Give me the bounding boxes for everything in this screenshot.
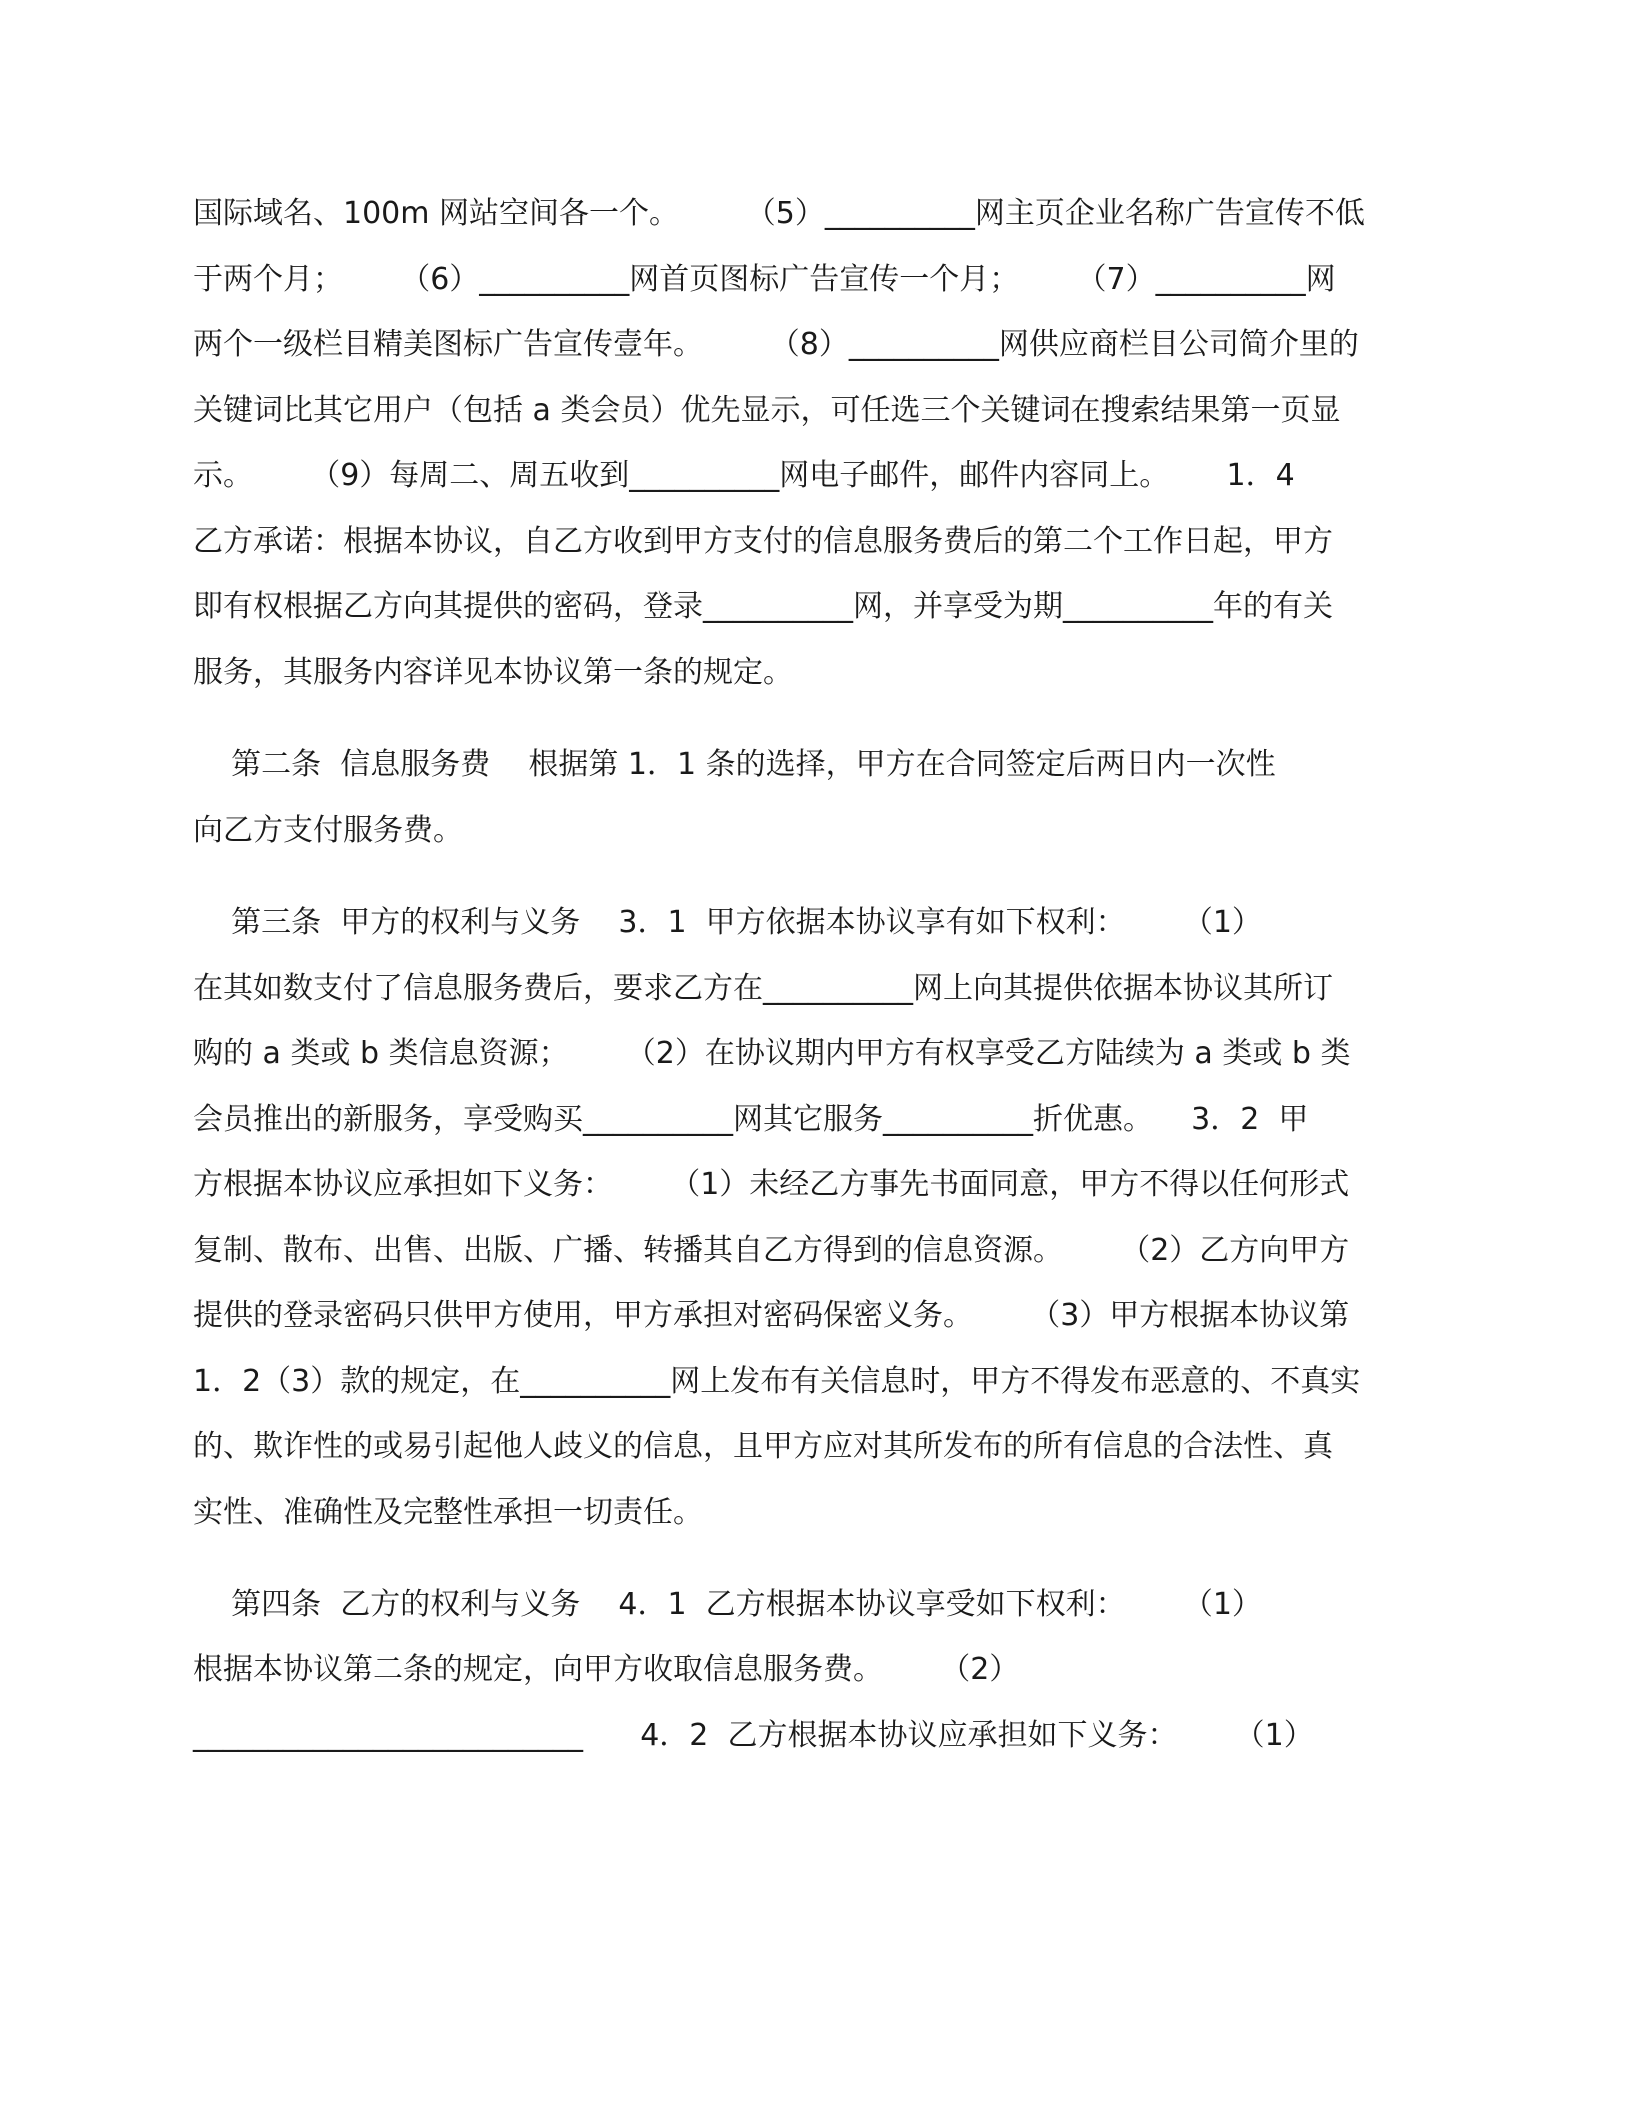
text-line: 于两个月； （6）__________网首页图标广告宣传一个月； （7）__________网 (193, 262, 1336, 297)
text-line: 1．2（3）款的规定，在__________网上发布有关信息时，甲方不得发布恶意的、不真实 (193, 1364, 1361, 1399)
text-line: 购的 a 类或 b 类信息资源； （2）在协议期内甲方有权享受乙方陆续为 a 类或 b 类 (193, 1036, 1351, 1071)
text-line: 乙方承诺：根据本协议，自乙方收到甲方支付的信息服务费后的第二个工作日起，甲方 (193, 524, 1333, 559)
text-line: 国际域名、100m 网站空间各一个。 （5）__________网主页企业名称广告宣传不低 (193, 196, 1365, 231)
text-line: 根据本协议第二条的规定，向甲方收取信息服务费。 （2） (193, 1652, 1020, 1687)
text-line: 复制、散布、出售、出版、广播、转播其自乙方得到的信息资源。 （2）乙方向甲方 (193, 1233, 1350, 1268)
text-line: 的、欺诈性的或易引起他人歧义的信息，且甲方应对其所发布的所有信息的合法性、真 (193, 1429, 1333, 1464)
text-line: 第二条 信息服务费 根据第 1．1 条的选择，甲方在合同签定后两日内一次性 (193, 747, 1276, 782)
text-line: 示。 （9）每周二、周五收到__________网电子邮件，邮件内容同上。 1．4 (193, 458, 1295, 493)
text-line: 在其如数支付了信息服务费后，要求乙方在__________网上向其提供依据本协议其所订 (193, 971, 1333, 1006)
text-line: 向乙方支付服务费。 (193, 813, 463, 848)
text-line: 实性、准确性及完整性承担一切责任。 (193, 1495, 703, 1530)
text-line: 关键词比其它用户（包括 a 类会员）优先显示，可任选三个关键词在搜索结果第一页显 (193, 393, 1341, 428)
text-line: 第三条 甲方的权利与义务 3．1 甲方依据本协议享有如下权利： （1） (193, 905, 1262, 940)
text-line: 提供的登录密码只供甲方使用，甲方承担对密码保密义务。 （3）甲方根据本协议第 (193, 1298, 1350, 1333)
text-line: 方根据本协议应承担如下义务： （1）未经乙方事先书面同意，甲方不得以任何形式 (193, 1167, 1350, 1202)
text-line: 服务，其服务内容详见本协议第一条的规定。 (193, 655, 793, 690)
text-line: 会员推出的新服务，享受购买__________网其它服务__________折优惠。 3．2 甲 (193, 1102, 1309, 1137)
text-line: 两个一级栏目精美图标广告宣传壹年。 （8）__________网供应商栏目公司简介里的 (193, 327, 1359, 362)
text-line: __________________________ 4．2 乙方根据本协议应承担如下义务： （1） (193, 1718, 1314, 1753)
text-line: 即有权根据乙方向其提供的密码，登录__________网，并享受为期__________年的有关 (193, 589, 1333, 624)
text-line: 第四条 乙方的权利与义务 4．1 乙方根据本协议享受如下权利： （1） (193, 1587, 1262, 1622)
